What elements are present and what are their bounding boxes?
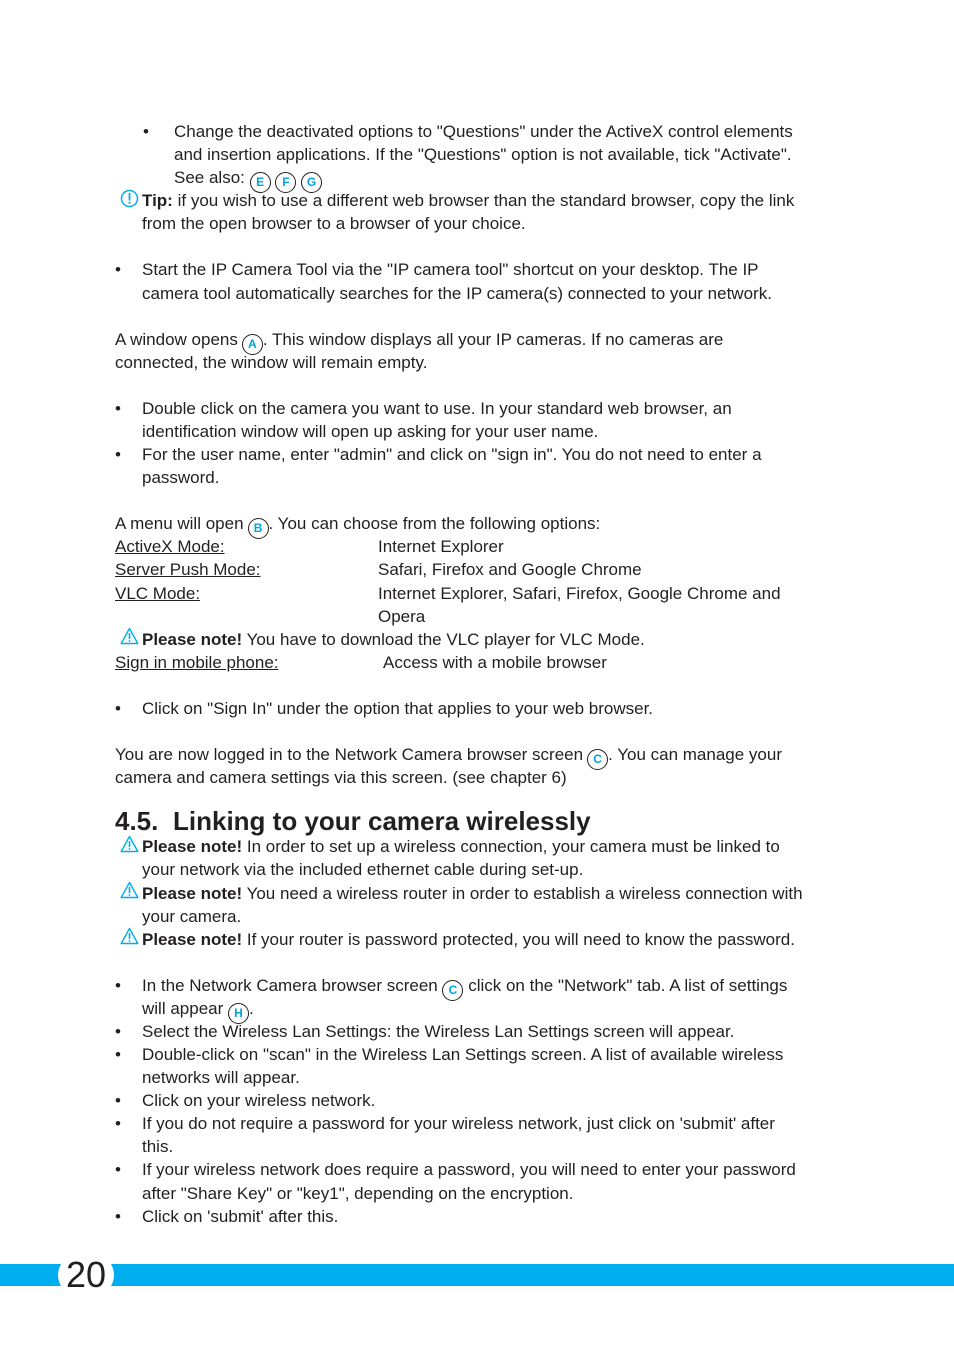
menu-para-text-a: A menu will open: [115, 514, 244, 533]
ref-marker-e: E: [250, 172, 271, 193]
start-bullet-line1: Start the IP Camera Tool via the "IP camera tool" shortcut on your desktop. The IP: [142, 260, 759, 279]
note3-label: Please note!: [142, 930, 243, 949]
ref-marker-f: F: [275, 172, 296, 193]
bullet-marker: •: [115, 976, 121, 995]
warning-icon: [120, 881, 139, 899]
step1-text-c: will appear: [142, 999, 224, 1018]
login-bullet1-line2: identification window will open up asking for your user name.: [142, 422, 599, 441]
warning-icon: [120, 627, 139, 645]
tip-label: Tip:: [142, 191, 173, 210]
activex-bullet-line2: and insertion applications. If the "Questions" option is not available, tick "Activate".: [174, 145, 792, 164]
see-also-label: See also:: [174, 168, 245, 187]
login-bullet2-line2: password.: [142, 468, 220, 487]
ref-marker-c: C: [587, 749, 608, 770]
tip-text: if you wish to use a different web browser than the standard browser, copy the link: [177, 191, 795, 210]
step3-line2: networks will appear.: [142, 1068, 300, 1087]
mobile-label: Sign in mobile phone:: [115, 653, 279, 672]
bullet-marker: •: [115, 1207, 121, 1226]
step1-text-b: click on the "Network" tab. A list of settings: [468, 976, 788, 995]
activex-bullet-line1: Change the deactivated options to "Questions" under the ActiveX control elements: [174, 122, 793, 141]
logged-para-text-b: . You can manage your: [608, 745, 782, 764]
bullet-marker: •: [115, 1114, 121, 1133]
vlc-mode-value-line2: Opera: [378, 607, 426, 626]
server-push-mode-label: Server Push Mode:: [115, 560, 261, 579]
page-number: 20: [66, 1254, 107, 1295]
step1-text-a: In the Network Camera browser screen: [142, 976, 438, 995]
bullet-marker: •: [143, 122, 149, 141]
tip-exclamation-icon: [120, 189, 139, 208]
warning-icon: [120, 927, 139, 945]
bullet-marker: •: [115, 1091, 121, 1110]
step6-line1: If your wireless network does require a password, you will need to enter your password: [142, 1160, 796, 1179]
logged-para-line2: camera and camera settings via this screen. (see chapter 6): [115, 768, 567, 787]
bullet-marker: •: [115, 1045, 121, 1064]
step1-text-d: .: [249, 999, 254, 1018]
footer-bar-left: [0, 1264, 55, 1286]
note2-line1: [142, 882, 803, 905]
ref-marker-c: C: [442, 980, 463, 1001]
bullet-marker: •: [115, 1022, 121, 1041]
vlc-note-label: Please note!: [142, 630, 243, 649]
activex-mode-value: Internet Explorer: [378, 537, 504, 556]
vlc-mode-label: VLC Mode:: [115, 584, 201, 603]
section-title: Linking to your camera wirelessly: [173, 806, 591, 836]
vlc-note-text: You have to download the VLC player for VLC Mode.: [242, 630, 645, 649]
bullet-marker: •: [115, 1160, 121, 1179]
window-para-line2: connected, the window will remain empty.: [115, 353, 428, 372]
login-bullet1-line1: Double click on the camera you want to use. In your standard web browser, an: [142, 399, 732, 418]
footer-bracket-left: [53, 1264, 61, 1286]
note2-text: You need a wireless router in order to establish a wireless connection with: [242, 884, 803, 903]
bullet-marker: •: [115, 399, 121, 418]
step3-line1: Double-click on "scan" in the Wireless Lan Settings screen. A list of available wireless: [142, 1045, 784, 1064]
tip-line1: [142, 189, 794, 212]
step2: Select the Wireless Lan Settings: the Wireless Lan Settings screen will appear.: [142, 1022, 735, 1041]
section-heading: [115, 805, 591, 837]
tip-line2: from the open browser to a browser of your choice.: [142, 214, 526, 233]
footer-bar-right: [117, 1264, 954, 1286]
ref-marker-h: H: [228, 1003, 249, 1024]
ref-marker-a: A: [242, 334, 263, 355]
window-para-text-a: A window opens: [115, 330, 238, 349]
step6-line2: after "Share Key" or "key1", depending on the encryption.: [142, 1184, 574, 1203]
step5-line1: If you do not require a password for your wireless network, just click on 'submit' after: [142, 1114, 775, 1133]
note2-line2: your camera.: [142, 907, 242, 926]
signin-bullet: Click on "Sign In" under the option that applies to your web browser.: [142, 699, 654, 718]
activex-mode-label: ActiveX Mode:: [115, 537, 225, 556]
note2-label: Please note!: [142, 884, 243, 903]
vlc-note: [142, 628, 645, 651]
login-bullet2-line1: For the user name, enter "admin" and click on "sign in". You do not need to enter a: [142, 445, 762, 464]
bullet-marker: •: [115, 699, 121, 718]
note1-label: Please note!: [142, 837, 243, 856]
section-number: 4.5.: [115, 806, 159, 836]
step7: Click on 'submit' after this.: [142, 1207, 339, 1226]
bullet-marker: •: [115, 445, 121, 464]
server-push-mode-value: Safari, Firefox and Google Chrome: [378, 560, 642, 579]
window-para-text-b: . This window displays all your IP cameras. If no cameras are: [262, 330, 724, 349]
vlc-mode-value-line1: Internet Explorer, Safari, Firefox, Google Chrome and: [378, 584, 781, 603]
warning-icon: [120, 835, 139, 853]
start-bullet-line2: camera tool automatically searches for the IP camera(s) connected to your network.: [142, 284, 772, 303]
note1-text: In order to set up a wireless connection, your camera must be linked to: [242, 837, 780, 856]
note3-text: If your router is password protected, you will need to know the password.: [242, 930, 795, 949]
note1-line2: your network via the included ethernet cable during set-up.: [142, 860, 584, 879]
ref-marker-g: G: [301, 172, 322, 193]
step4: Click on your wireless network.: [142, 1091, 376, 1110]
logged-para-text-a: You are now logged in to the Network Camera browser screen: [115, 745, 584, 764]
mobile-value: Access with a mobile browser: [383, 653, 607, 672]
ref-marker-b: B: [248, 518, 269, 539]
step5-line2: this.: [142, 1137, 174, 1156]
menu-para-text-b: . You can choose from the following options:: [268, 514, 601, 533]
note1-line1: [142, 835, 780, 858]
note3-line1: [142, 928, 795, 951]
bullet-marker: •: [115, 260, 121, 279]
